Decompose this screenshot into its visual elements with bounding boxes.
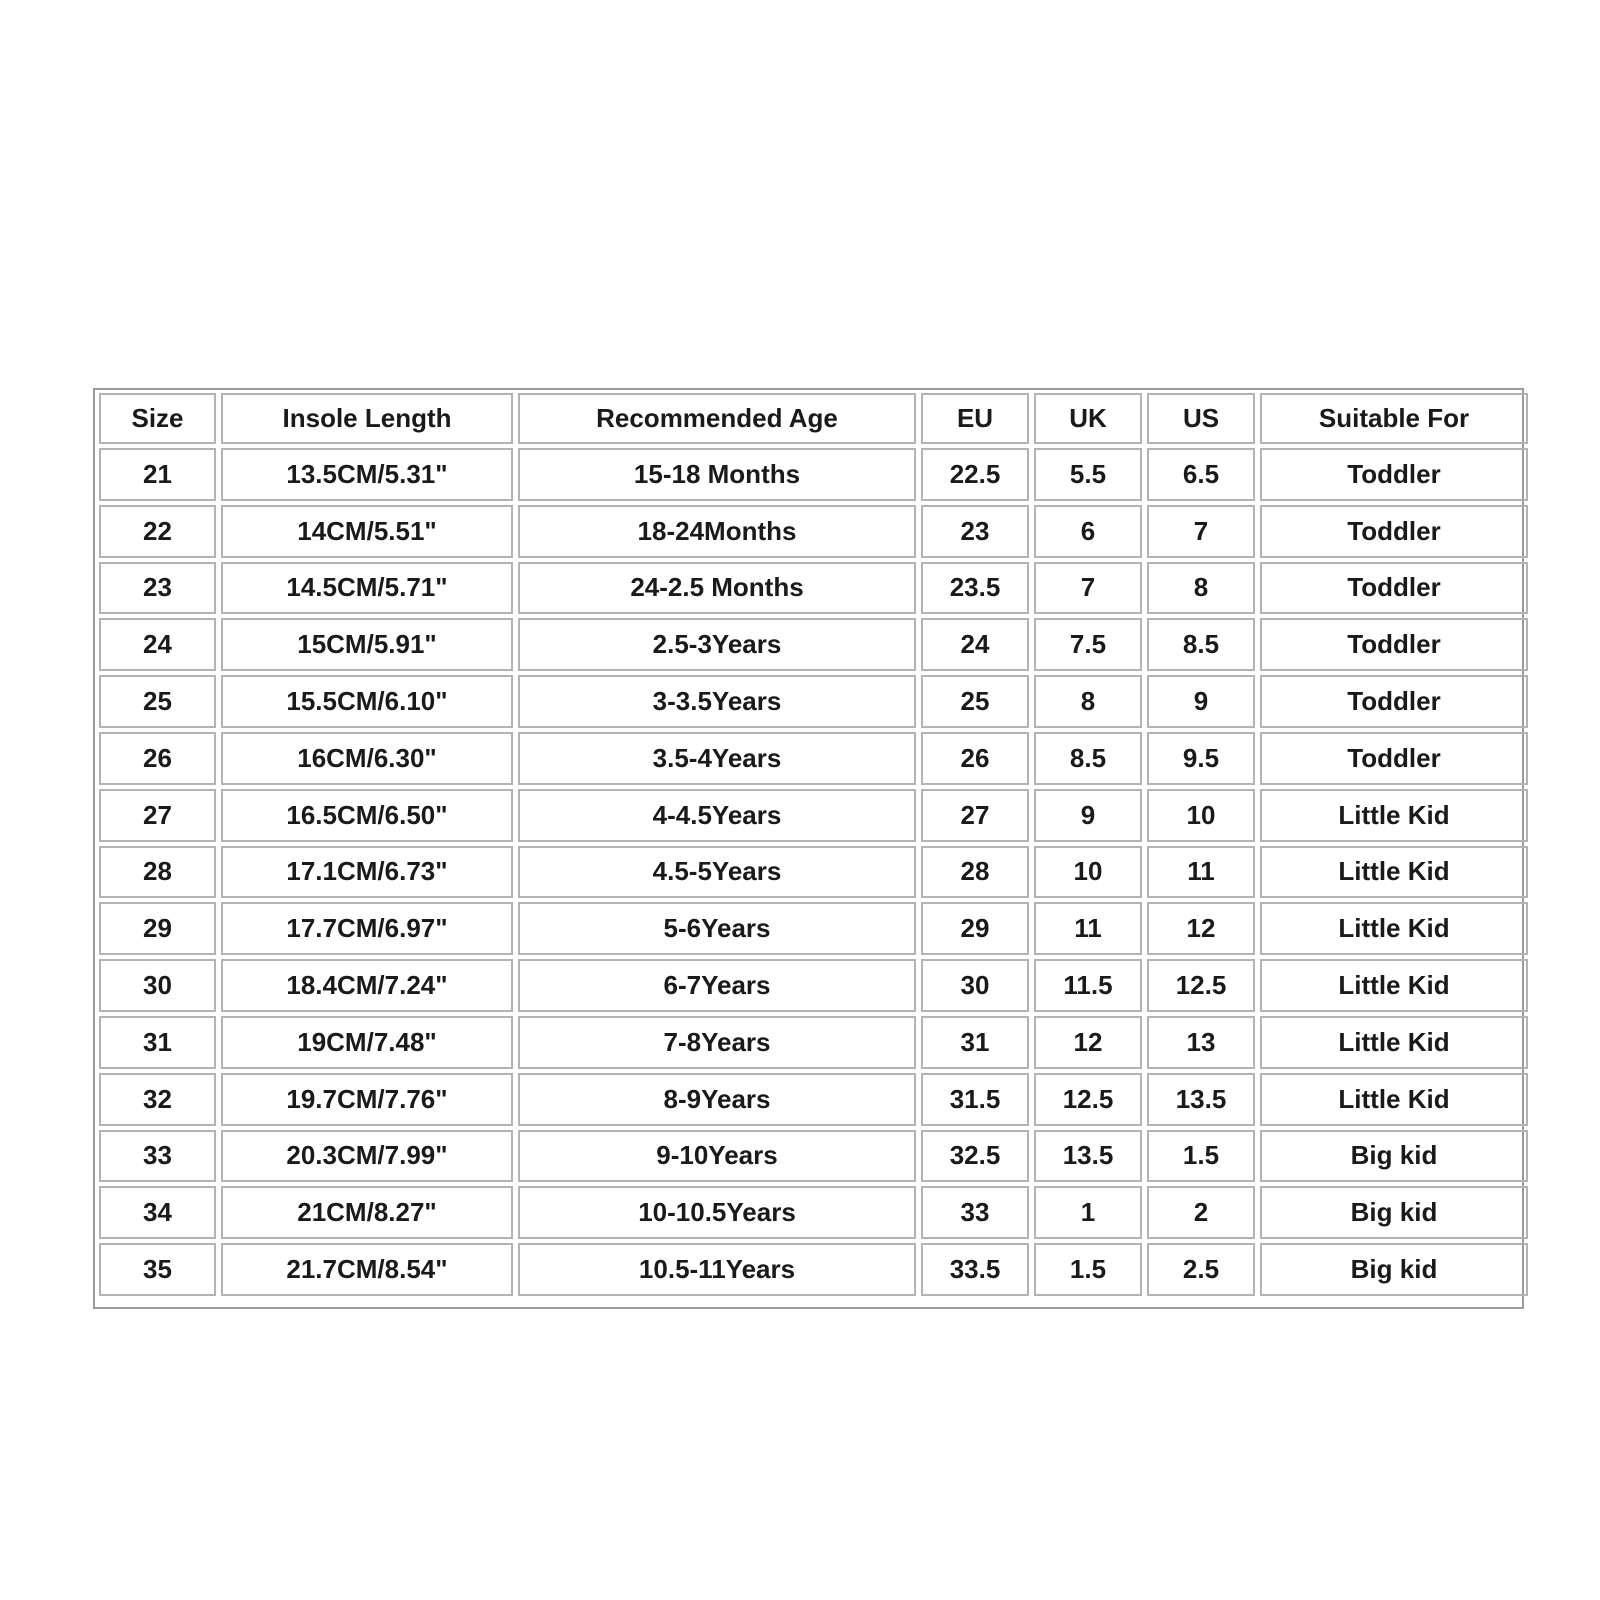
cell-us: 10 [1147, 789, 1255, 842]
cell-us: 2 [1147, 1186, 1255, 1239]
table-row [99, 505, 1528, 558]
cell-recommended-age: 7-8Years [518, 1016, 916, 1069]
cell-size: 30 [99, 959, 216, 1012]
cell-eu: 27 [921, 789, 1029, 842]
cell-eu: 31.5 [921, 1073, 1029, 1126]
table-row [99, 675, 1528, 728]
cell-suitable-for: Big kid [1260, 1243, 1528, 1296]
cell-recommended-age: 5-6Years [518, 902, 916, 955]
cell-recommended-age: 24-2.5 Months [518, 562, 916, 615]
cell-size: 32 [99, 1073, 216, 1126]
cell-recommended-age: 4.5-5Years [518, 846, 916, 899]
table-row [99, 448, 1528, 501]
header-size: Size [99, 393, 216, 444]
cell-size: 22 [99, 505, 216, 558]
cell-size: 27 [99, 789, 216, 842]
cell-insole-length: 13.5CM/5.31" [221, 448, 513, 501]
cell-insole-length: 18.4CM/7.24" [221, 959, 513, 1012]
cell-eu: 28 [921, 846, 1029, 899]
cell-size: 28 [99, 846, 216, 899]
table-row [99, 1130, 1528, 1183]
cell-size: 31 [99, 1016, 216, 1069]
cell-insole-length: 14.5CM/5.71" [221, 562, 513, 615]
table-row [99, 959, 1528, 1012]
cell-suitable-for: Toddler [1260, 448, 1528, 501]
cell-recommended-age: 6-7Years [518, 959, 916, 1012]
cell-insole-length: 15.5CM/6.10" [221, 675, 513, 728]
cell-us: 13 [1147, 1016, 1255, 1069]
cell-uk: 13.5 [1034, 1130, 1142, 1183]
cell-us: 13.5 [1147, 1073, 1255, 1126]
cell-uk: 7.5 [1034, 618, 1142, 671]
cell-insole-length: 21.7CM/8.54" [221, 1243, 513, 1296]
cell-size: 26 [99, 732, 216, 785]
cell-us: 2.5 [1147, 1243, 1255, 1296]
cell-uk: 7 [1034, 562, 1142, 615]
cell-suitable-for: Big kid [1260, 1130, 1528, 1183]
cell-us: 8.5 [1147, 618, 1255, 671]
cell-us: 1.5 [1147, 1130, 1255, 1183]
cell-eu: 24 [921, 618, 1029, 671]
cell-uk: 11.5 [1034, 959, 1142, 1012]
cell-insole-length: 19CM/7.48" [221, 1016, 513, 1069]
cell-insole-length: 20.3CM/7.99" [221, 1130, 513, 1183]
cell-us: 11 [1147, 846, 1255, 899]
cell-eu: 32.5 [921, 1130, 1029, 1183]
cell-insole-length: 14CM/5.51" [221, 505, 513, 558]
table-body [99, 448, 1528, 1296]
cell-size: 33 [99, 1130, 216, 1183]
cell-recommended-age: 8-9Years [518, 1073, 916, 1126]
cell-suitable-for: Little Kid [1260, 846, 1528, 899]
cell-suitable-for: Little Kid [1260, 959, 1528, 1012]
cell-us: 9.5 [1147, 732, 1255, 785]
cell-insole-length: 17.7CM/6.97" [221, 902, 513, 955]
cell-size: 29 [99, 902, 216, 955]
cell-suitable-for: Big kid [1260, 1186, 1528, 1239]
cell-size: 35 [99, 1243, 216, 1296]
cell-eu: 23.5 [921, 562, 1029, 615]
cell-suitable-for: Little Kid [1260, 789, 1528, 842]
cell-suitable-for: Little Kid [1260, 1016, 1528, 1069]
cell-recommended-age: 10-10.5Years [518, 1186, 916, 1239]
table-row [99, 1243, 1528, 1296]
cell-insole-length: 16CM/6.30" [221, 732, 513, 785]
cell-uk: 10 [1034, 846, 1142, 899]
cell-us: 7 [1147, 505, 1255, 558]
cell-insole-length: 16.5CM/6.50" [221, 789, 513, 842]
cell-uk: 5.5 [1034, 448, 1142, 501]
cell-size: 24 [99, 618, 216, 671]
header-row [99, 393, 1528, 444]
cell-uk: 8 [1034, 675, 1142, 728]
cell-us: 6.5 [1147, 448, 1255, 501]
cell-size: 23 [99, 562, 216, 615]
cell-size: 25 [99, 675, 216, 728]
size-table [94, 389, 1533, 1300]
size-chart [93, 388, 1524, 1309]
cell-uk: 8.5 [1034, 732, 1142, 785]
header-recommended-age: Recommended Age [518, 393, 916, 444]
cell-uk: 12.5 [1034, 1073, 1142, 1126]
cell-uk: 12 [1034, 1016, 1142, 1069]
cell-suitable-for: Little Kid [1260, 1073, 1528, 1126]
cell-uk: 11 [1034, 902, 1142, 955]
cell-eu: 26 [921, 732, 1029, 785]
cell-recommended-age: 4-4.5Years [518, 789, 916, 842]
cell-eu: 25 [921, 675, 1029, 728]
cell-us: 9 [1147, 675, 1255, 728]
cell-recommended-age: 10.5-11Years [518, 1243, 916, 1296]
cell-size: 34 [99, 1186, 216, 1239]
cell-recommended-age: 2.5-3Years [518, 618, 916, 671]
cell-recommended-age: 3.5-4Years [518, 732, 916, 785]
cell-us: 12 [1147, 902, 1255, 955]
cell-suitable-for: Little Kid [1260, 902, 1528, 955]
table-row [99, 732, 1528, 785]
cell-suitable-for: Toddler [1260, 562, 1528, 615]
cell-recommended-age: 18-24Months [518, 505, 916, 558]
cell-uk: 1.5 [1034, 1243, 1142, 1296]
cell-uk: 9 [1034, 789, 1142, 842]
header-insole-length: Insole Length [221, 393, 513, 444]
cell-eu: 30 [921, 959, 1029, 1012]
cell-uk: 6 [1034, 505, 1142, 558]
table-row [99, 789, 1528, 842]
cell-suitable-for: Toddler [1260, 732, 1528, 785]
header-eu: EU [921, 393, 1029, 444]
cell-suitable-for: Toddler [1260, 675, 1528, 728]
table-row [99, 562, 1528, 615]
table-row [99, 1073, 1528, 1126]
cell-eu: 31 [921, 1016, 1029, 1069]
cell-eu: 33.5 [921, 1243, 1029, 1296]
cell-insole-length: 17.1CM/6.73" [221, 846, 513, 899]
cell-eu: 29 [921, 902, 1029, 955]
table-row [99, 902, 1528, 955]
cell-suitable-for: Toddler [1260, 618, 1528, 671]
header-suitable-for: Suitable For [1260, 393, 1528, 444]
cell-uk: 1 [1034, 1186, 1142, 1239]
cell-insole-length: 21CM/8.27" [221, 1186, 513, 1239]
header-us: US [1147, 393, 1255, 444]
cell-insole-length: 15CM/5.91" [221, 618, 513, 671]
cell-us: 12.5 [1147, 959, 1255, 1012]
cell-eu: 33 [921, 1186, 1029, 1239]
cell-eu: 22.5 [921, 448, 1029, 501]
table-row [99, 1186, 1528, 1239]
cell-insole-length: 19.7CM/7.76" [221, 1073, 513, 1126]
cell-recommended-age: 15-18 Months [518, 448, 916, 501]
cell-recommended-age: 9-10Years [518, 1130, 916, 1183]
cell-us: 8 [1147, 562, 1255, 615]
cell-recommended-age: 3-3.5Years [518, 675, 916, 728]
table-row [99, 618, 1528, 671]
table-row [99, 846, 1528, 899]
table-row [99, 1016, 1528, 1069]
header-uk: UK [1034, 393, 1142, 444]
cell-suitable-for: Toddler [1260, 505, 1528, 558]
cell-size: 21 [99, 448, 216, 501]
cell-eu: 23 [921, 505, 1029, 558]
